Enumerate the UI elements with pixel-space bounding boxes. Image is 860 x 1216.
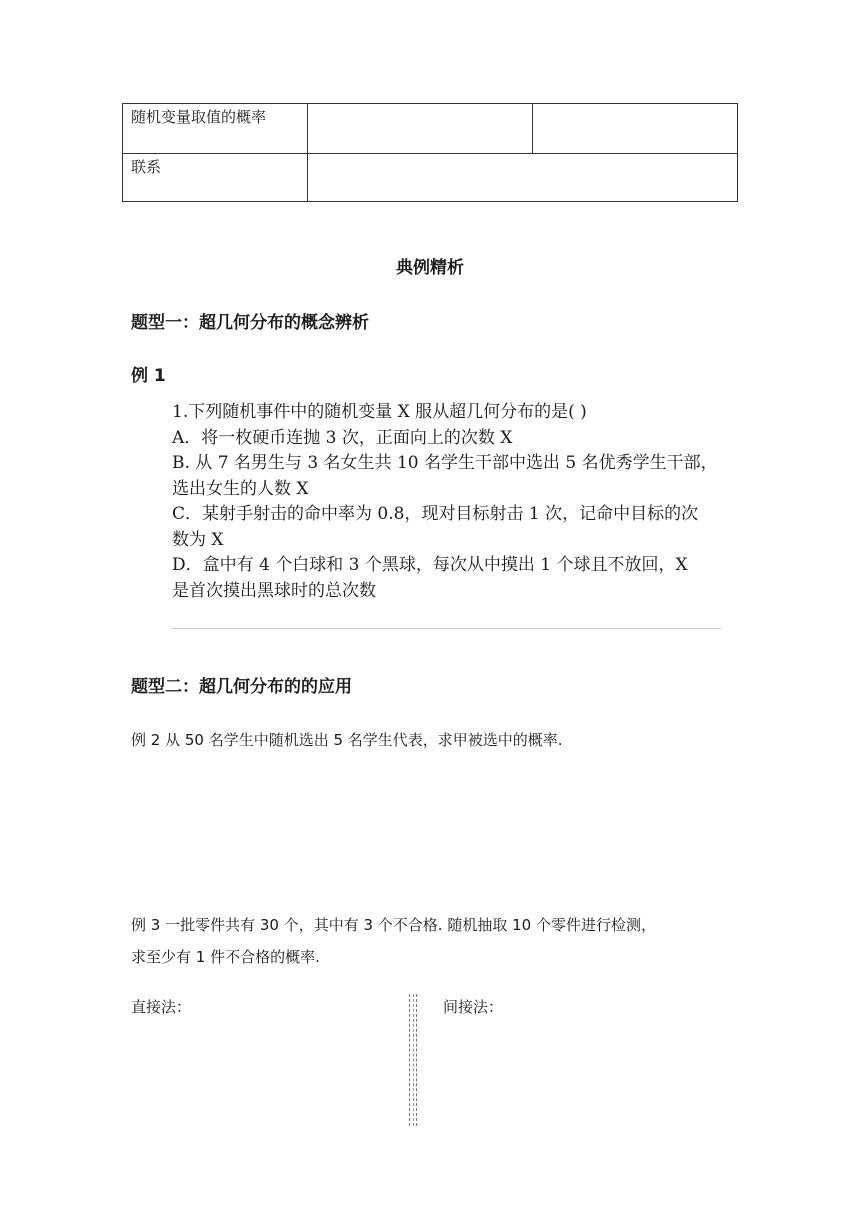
option-a: A．将一枚硬币连抛 3 次，正面向上的次数 X [172,427,513,448]
question-stem: 1.下列随机事件中的随机变量 X 服从超几何分布的是( ) [172,402,587,422]
table-col-divider-row1 [532,103,533,154]
example1-question [172,400,724,604]
table-border-top [122,103,738,104]
example1-label: 例 1 [131,366,166,386]
answer-column-divider [409,994,417,1126]
example3-line2: 求至少有 1 件不合格的概率. [131,948,320,966]
table-border-right [737,103,738,202]
direct-method-label: 直接法： [131,998,192,1016]
table-border-mid [122,153,738,154]
option-b-line2: 选出女生的人数 X [172,478,309,499]
table-border-bottom [122,201,738,202]
summary-table [122,103,738,202]
table-row1-label: 随机变量取值的概率 [131,108,267,126]
type1-heading: 题型一：超几何分布的概念辨析 [131,313,369,333]
option-c-line1: C．某射手射击的命中率为 0.8，现对目标射击 1 次，记命中目标的次 [172,504,699,524]
option-c-line2: 数为 X [172,529,224,550]
table-row2-label: 联系 [131,158,162,176]
example3-line1: 例 3 一批零件共有 30 个，其中有 3 个不合格. 随机抽取 10 个零件进行检测， [131,916,656,934]
table-col-divider [307,103,308,202]
option-b-line1: B. 从 7 名男生与 3 名女生共 10 名学生干部中选出 5 名优秀学生干部， [172,453,718,473]
section-title: 典例精析 [396,258,464,278]
option-d-line2: 是首次摸出黑球时的总次数 [172,580,376,601]
example2-text: 例 2 从 50 名学生中随机选出 5 名学生代表，求甲被选中的概率. [131,731,563,749]
type2-heading: 题型二：超几何分布的的应用 [131,677,352,697]
question-underline [172,628,721,629]
indirect-method-label: 间接法： [443,998,504,1016]
option-d-line1: D．盒中有 4 个白球和 3 个黑球，每次从中摸出 1 个球且不放回，X [172,555,688,575]
table-border-left [122,103,123,202]
